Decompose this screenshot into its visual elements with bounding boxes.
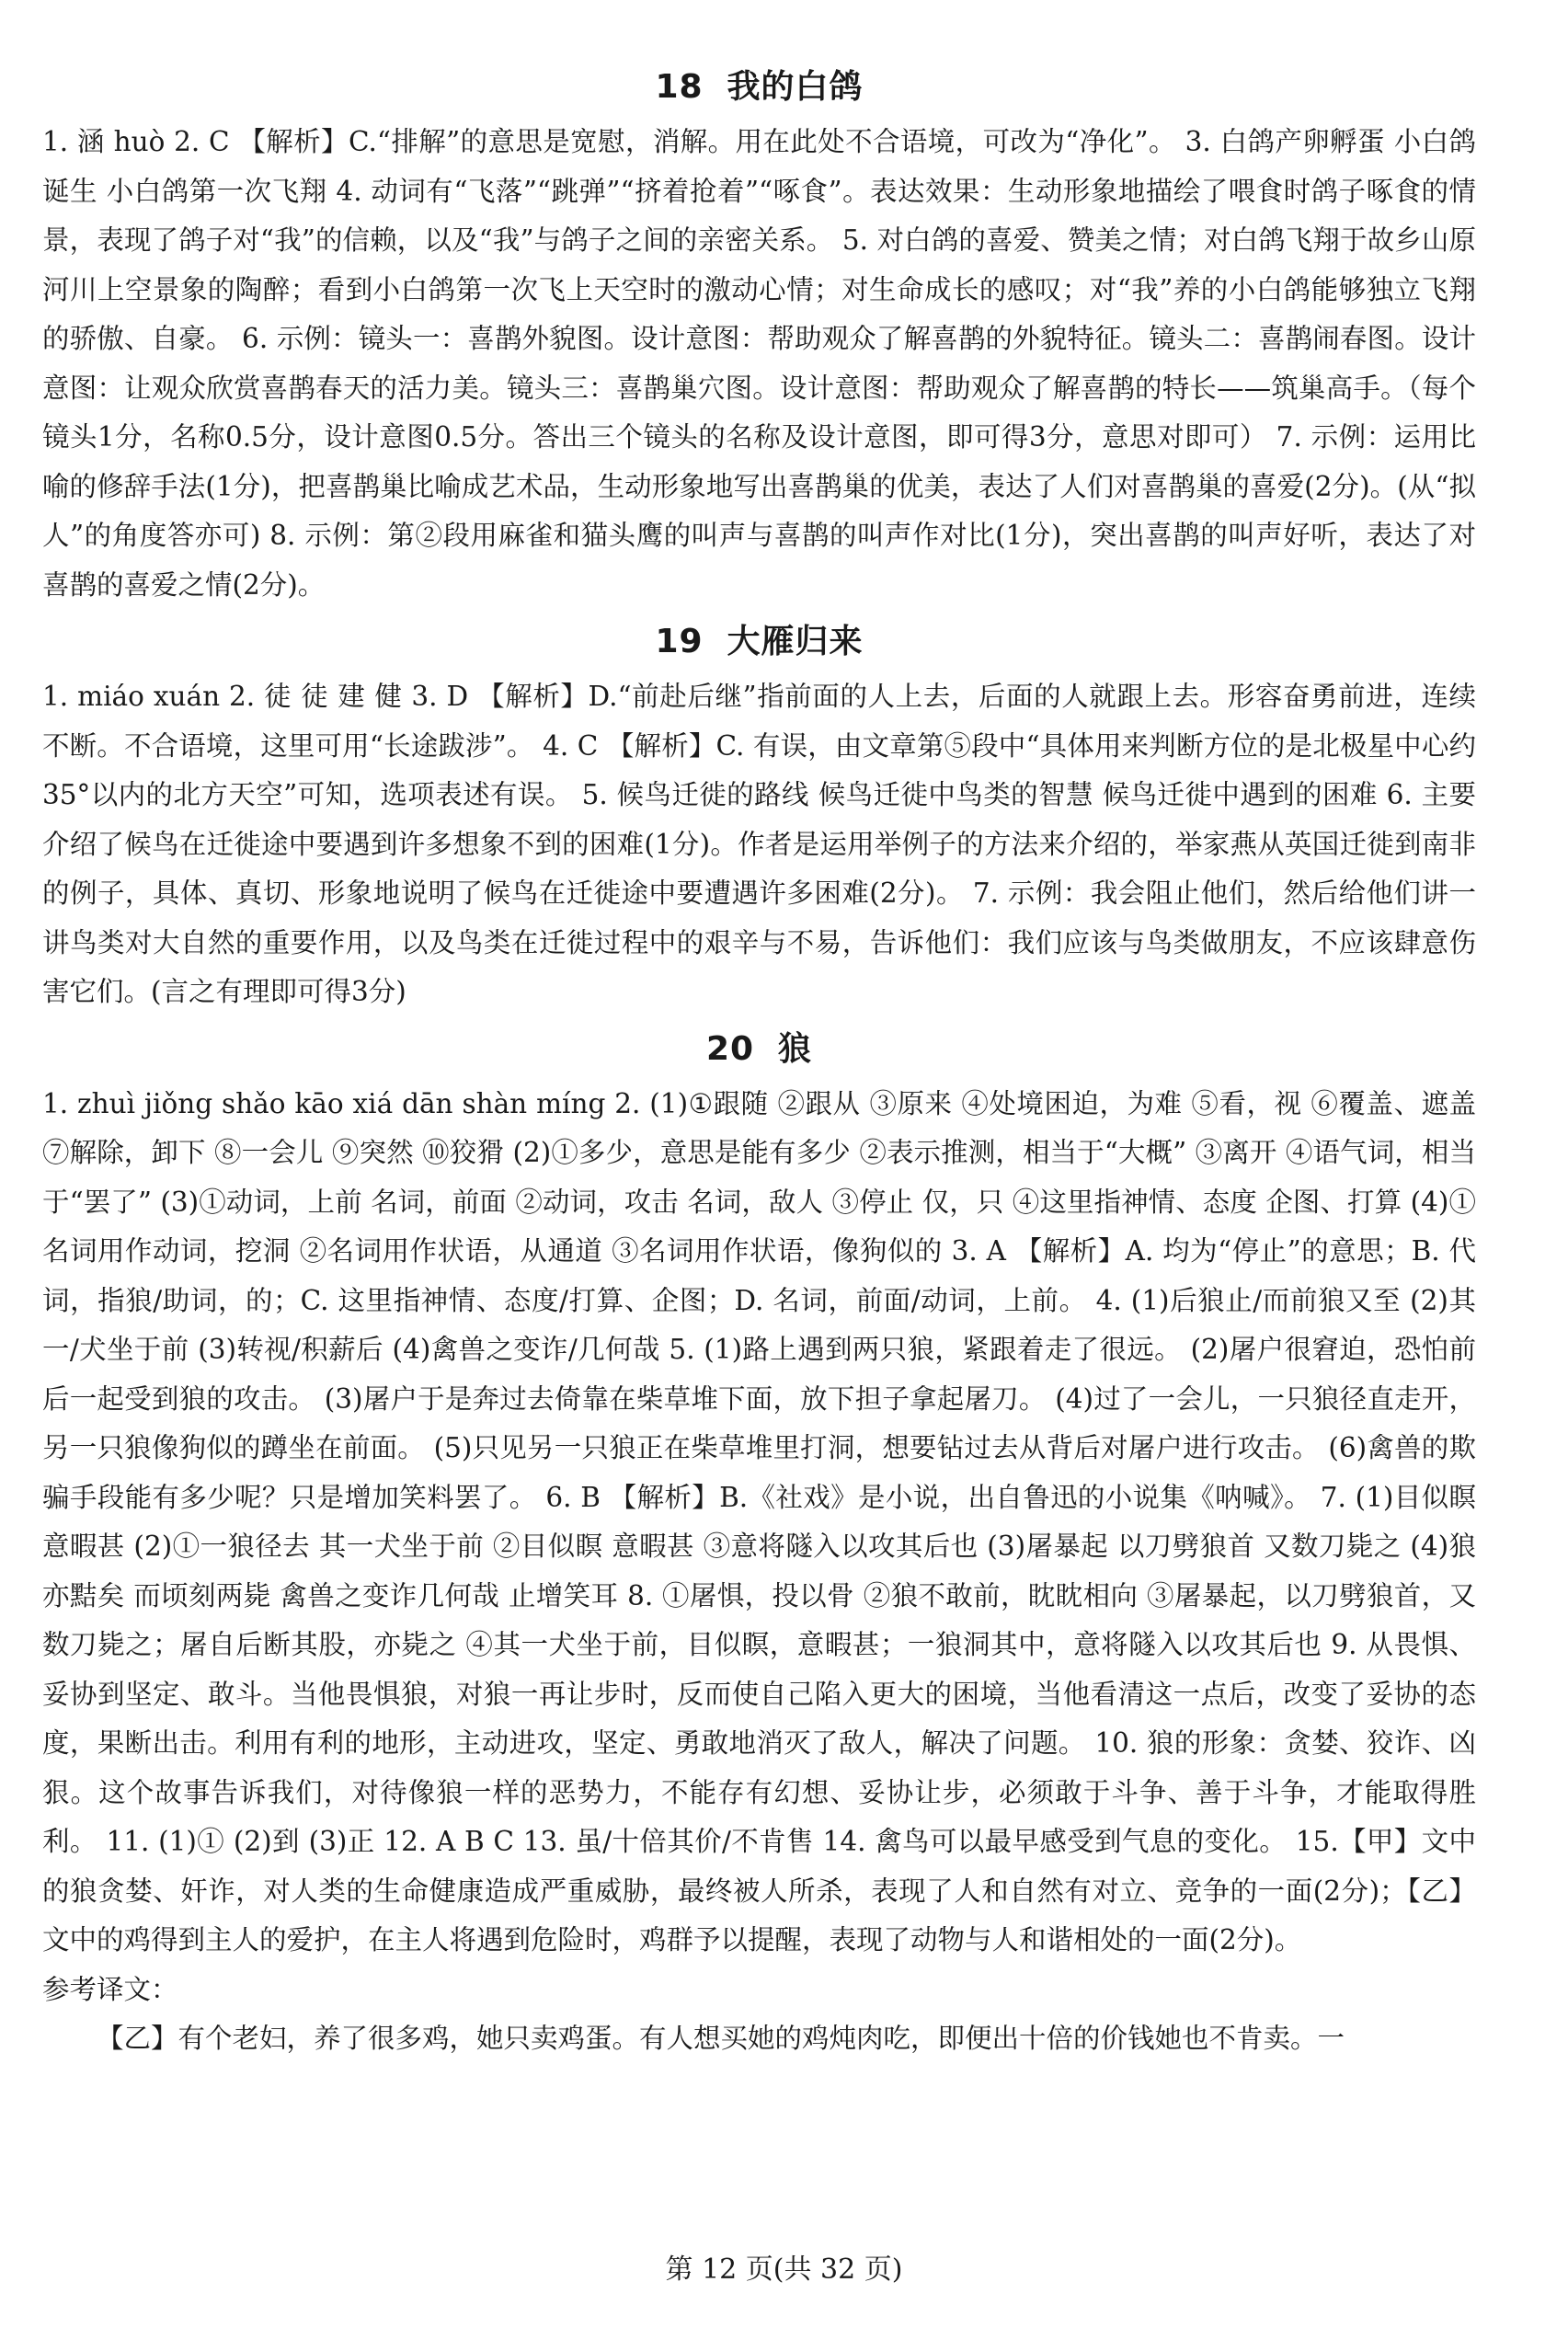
section-number: 19 (655, 623, 704, 660)
section-body: 1. miáo xuán 2. 徒 徒 建 健 3. D 【解析】D.“前赴后继”指前面的人上去，后面的人就跟上去。形容奋勇前进，连续不断。不合语境，这里可用“长途跋涉”。 4. C 【解析】C. 有误，由文章第⑤段中“具体用来判断方位的是北极星中心约35°以内的北方天空”可知，选项表述有误。 5. 候鸟迁徙的路线 候鸟迁徙中鸟类的智慧 候鸟迁徙中遇到的困难 6. 主要介绍了候鸟在迁徙途中要遇到许多想象不到的困难(1分)。作者是运用举例子的方法来介绍的，举家燕从英国迁徙到南非的例子，具体、真切、形象地说明了候鸟在迁徙途中要遭遇许多困难(2分)。 7. 示例：我会阻止他们，然后给他们讲一讲鸟类对大自然的重要作用，以及鸟类在迁徙过程中的艰辛与不易，告诉他们：我们应该与鸟类做朋友，不应该肆意伤害它们。(言之有理即可得3分) (42, 681, 1476, 1007)
section-title (42, 1026, 1476, 1072)
reference-label: 参考译文： (42, 1973, 178, 2005)
section-heading: 大雁归来 (727, 623, 864, 660)
section-body: 1. zhuì jiǒng shǎo kāo xiá dān shàn míng 2. (1)①跟随 ②跟从 ③原来 ④处境困迫，为难 ⑤看，视 ⑥覆盖、遮盖 ⑦解除，卸下 ⑧一会儿 ⑨突然 ⑩狡猾 (2)①多少，意思是能有多少 ②表示推测，相当于“大概” ③离开 ④语气词，相当于“罢了” (3)①动词，上前 名词，前面 ②动词，攻击 名词，敌人 ③停止 仅，只 ④这里指神情、态度 企图、打算 (4)①名词用作动词，挖洞 ②名词用作状语，从通道 ③名词用作状语，像狗似的 3. A 【解析】A. 均为“停止”的意思；B. 代词，指狼/助词，的；C. 这里指神情、态度/打算、企图；D. 名词，前面/动词，上前。 4. (1)后狼止/而前狼又至 (2)其一/犬坐于前 (3)转视/积薪后 (4)禽兽之变诈/几何哉 5. (1)路上遇到两只狼，紧跟着走了很远。 (2)屠户很窘迫，恐怕前后一起受到狼的攻击。 (3)屠户于是奔过去倚靠在柴草堆下面，放下担子拿起屠刀。 (4)过了一会儿，一只狼径直走开，另一只狼像狗似的蹲坐在前面。 (5)只见另一只狼正在柴草堆里打洞，想要钻过去从背后对屠户进行攻击。 (6)禽兽的欺骗手段能有多少呢？只是增加笑料罢了。 6. B 【解析】B.《社戏》是小说，出自鲁迅的小说集《呐喊》。 7. (1)目似瞑 意暇甚 (2)①一狼径去 其一犬坐于前 ②目似瞑 意暇甚 ③意将隧入以攻其后也 (3)屠暴起 以刀劈狼首 又数刀毙之 (4)狼亦黠矣 而顷刻两毙 禽兽之变诈几何哉 止增笑耳 8. ①屠惧，投以骨 ②狼不敢前，眈眈相向 ③屠暴起，以刀劈狼首，又数刀毙之；屠自后断其股，亦毙之 ④其一犬坐于前，目似瞑，意暇甚；一狼洞其中，意将隧入以攻其后也 9. 从畏惧、妥协到坚定、敢斗。当他畏惧狼，对狼一再让步时，反而使自己陷入更大的困境，当他看清这一点后，改变了妥协的态度，果断出击。利用有利的地形，主动进攻，坚定、勇敢地消灭了敌人，解决了问题。 10. 狼的形象：贪婪、狡诈、凶狠。这个故事告诉我们，对待像狼一样的恶势力，不能存有幻想、妥协让步，必须敢于斗争、善于斗争，才能取得胜利。 11. (1)① (2)到 (3)正 12. A B C 13. 虽/十倍其价/不肯售 14. 禽鸟可以最早感受到气息的变化。 15.【甲】文中的狼贪婪、奸诈，对人类的生命健康造成严重威胁，最终被人所杀，表现了人和自然有对立、竞争的一面(2分)；【乙】文中的鸡得到主人的爱护，在主人将遇到危险时，鸡群予以提醒，表现了动物与人和谐相处的一面(2分)。 (42, 1087, 1476, 1955)
section-number: 20 (705, 1029, 755, 1068)
page-footer: 第 12 页(共 32 页) (665, 2254, 903, 2286)
reference-translation: 【乙】有个老妇，养了很多鸡，她只卖鸡蛋。有人想买她的鸡炖肉吃，即便出十倍的价钱她也不肯卖。一 (97, 2023, 1345, 2054)
section-20 (42, 1026, 1476, 1966)
section-title (42, 64, 1476, 110)
section-18 (42, 64, 1476, 610)
section-19 (42, 619, 1476, 1017)
section-number: 18 (655, 68, 704, 106)
section-title (42, 619, 1476, 665)
section-body: 1. 涵 huò 2. C 【解析】C.“排解”的意思是宽慰，消解。用在此处不合语境，可改为“净化”。 3. 白鸽产卵孵蛋 小白鸽诞生 小白鸽第一次飞翔 4. 动词有“飞落”“跳弹”“挤着抢着”“啄食”。表达效果：生动形象地描绘了喂食时鸽子啄食的情景，表现了鸽子对“我”的信赖，以及“我”与鸽子之间的亲密关系。 5. 对白鸽的喜爱、赞美之情；对白鸽飞翔于故乡山原河川上空景象的陶醉；看到小白鸽第一次飞上天空时的激动心情；对生命成长的感叹；对“我”养的小白鸽能够独立飞翔的骄傲、自豪。 6. 示例：镜头一：喜鹊外貌图。设计意图：帮助观众了解喜鹊的外貌特征。镜头二：喜鹊闹春图。设计意图：让观众欣赏喜鹊春天的活力美。镜头三：喜鹊巢穴图。设计意图：帮助观众了解喜鹊的特长——筑巢高手。（每个镜头1分，名称0.5分，设计意图0.5分。答出三个镜头的名称及设计意图，即可得3分，意思对即可） 7. 示例：运用比喻的修辞手法(1分)，把喜鹊巢比喻成艺术品，生动形象地写出喜鹊巢的优美，表达了人们对喜鹊巢的喜爱(2分)。(从“拟人”的角度答亦可) 8. 示例：第②段用麻雀和猫头鹰的叫声与喜鹊的叫声作对比(1分)，突出喜鹊的叫声好听，表达了对喜鹊的喜爱之情(2分)。 (42, 126, 1476, 601)
section-heading: 狼 (778, 1029, 813, 1068)
section-heading: 我的白鸽 (727, 68, 864, 106)
